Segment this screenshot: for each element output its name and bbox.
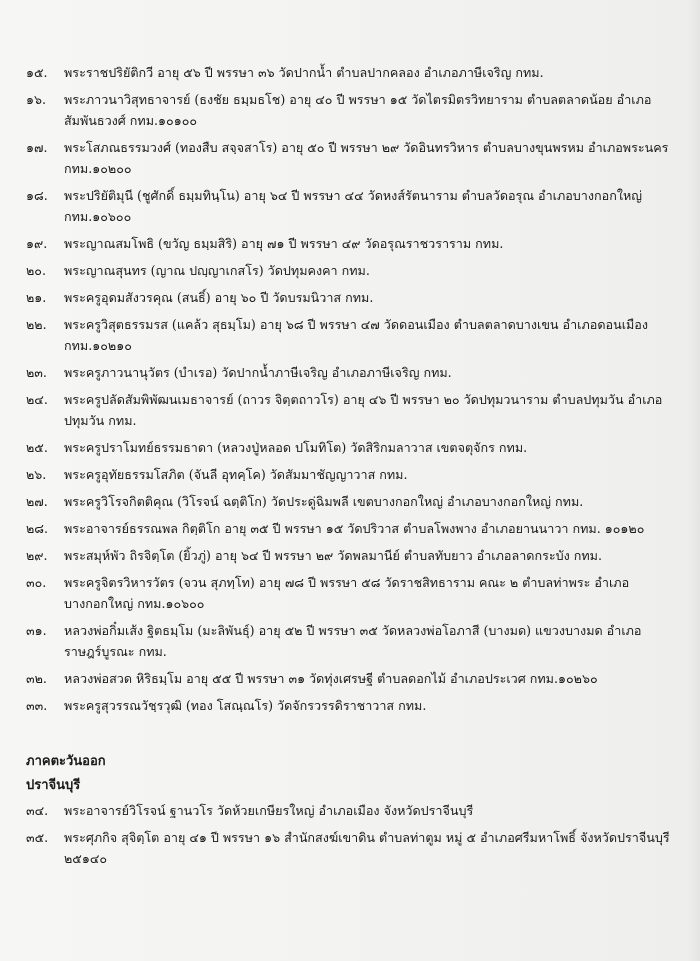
item-text: พระครูวิโรจกิตติคุณ (วิโรจน์ ฉตฺติโก) วัดประดู่ฉิมพลี เขตบางกอกใหญ่ อำเภอบางกอกใหญ่ กทม.	[64, 494, 584, 509]
item-number: ๒๘.	[26, 521, 49, 536]
list-item	[26, 572, 676, 614]
item-number: ๒๔.	[26, 392, 48, 407]
list-item	[26, 362, 676, 383]
item-text: พระครูปราโมทย์ธรรมธาดา (หลวงปู่หลอด ปโมทิโต) วัดสิริกมลาวาส เขตจตุจักร กทม.	[64, 440, 528, 455]
list-item	[26, 137, 676, 179]
item-number: ๒๒.	[26, 317, 47, 332]
list-item	[26, 800, 676, 821]
item-number: ๓๔.	[26, 803, 49, 818]
item-number: ๓๓.	[26, 698, 48, 713]
item-number: ๑๗.	[26, 140, 48, 155]
item-text: พระครูปลัดสัมพิพัฒนเมธาจารย์ (ถาวร จิตฺตถาวโร) อายุ ๔๖ ปี พรรษา ๒๐ วัดปทุมวนาราม ตำบลปทุมวัน อำเภอปทุมวัน กทม.	[64, 392, 663, 428]
list-item	[26, 260, 676, 281]
item-text: พระครูอุทัยธรรมโสภิต (จันลี อุทคฺโค) วัดสัมมาชัญญาวาส กทม.	[64, 467, 408, 482]
item-text: พระครูจิตรวิหารวัตร (จวน สุภทฺโท) อายุ ๗๘ ปี พรรษา ๕๘ วัดราชสิทธาราม คณะ ๒ ตำบลท่าพระ อำเภอบางกอกใหญ่ กทม.๑๐๖๐๐	[64, 575, 630, 611]
item-text: พระครูสุวรรณวัชฺรวุฒิ (ทอง โสณฺณโร) วัดจักรวรรดิราชาวาส กทม.	[64, 698, 427, 713]
item-text: พระราชปริยัติกวี อายุ ๕๖ ปี พรรษา ๓๖ วัดปากน้ำ ตำบลปากคลอง อำเภอภาษีเจริญ กทม.	[64, 65, 544, 80]
section-heading: ภาคตะวันออก	[26, 754, 106, 769]
item-text: พระสมุห์พัว ถิรจิตฺโต (ยิ้วภู่) อายุ ๖๔ ปี พรรษา ๒๙ วัดพลมานีย์ ตำบลทับยาว อำเภอลาดกระบัง กทม.	[64, 548, 602, 563]
province-list	[26, 800, 676, 875]
item-number: ๒๖.	[26, 467, 47, 482]
item-text: พระอาจารย์วิโรจน์ ฐานวโร วัดห้วยเกษียรใหญ่ อำเภอเมือง จังหวัดปราจีนบุรี	[64, 803, 474, 818]
item-number: ๓๕.	[26, 830, 49, 845]
item-text: พระโสภณธรรมวงศ์ (ทองสืบ สจฺจสาโร) อายุ ๕๐ ปี พรรษา ๒๙ วัดอินทรวิหาร ตำบลบางขุนพรหม อำเภอพระนคร กทม.๑๐๒๐๐	[64, 140, 669, 176]
list-item	[26, 518, 676, 539]
province-heading: ปราจีนบุรี	[26, 778, 81, 793]
list-item	[26, 464, 676, 485]
item-number: ๑๘.	[26, 188, 48, 203]
item-number: ๑๙.	[26, 236, 48, 251]
list-item	[26, 827, 676, 869]
item-text: พระภาวนาวิสุทธาจารย์ (ธงชัย ธมฺมธโช) อายุ ๔๐ ปี พรรษา ๑๕ วัดไตรมิตรวิทยาราม ตำบลตลาดน้อย อำเภอสัมพันธวงศ์ กทม.๑๐๑๐๐	[64, 92, 652, 128]
list-item	[26, 545, 676, 566]
item-text: หลวงพ่อกิ๋มเส้ง ฐิตธมฺโม (มะลิพันธุ์) อายุ ๕๒ ปี พรรษา ๓๕ วัดหลวงพ่อโอภาสี (บางมด) แขวงบางมด อำเภอราษฎร์บูรณะ กทม.	[64, 623, 642, 659]
item-number: ๒๓.	[26, 365, 47, 380]
item-text: พระครูวิสุตธรรมรส (แคล้ว สุธมฺโม) อายุ ๖๘ ปี พรรษา ๔๗ วัดดอนเมือง ตำบลตลาดบางเขน อำเภอดอนเมือง กทม.๑๐๒๑๐	[64, 317, 649, 353]
list-item	[26, 185, 676, 227]
list-item	[26, 620, 676, 662]
list-item	[26, 314, 676, 356]
item-number: ๓๑.	[26, 623, 47, 638]
list-item	[26, 491, 676, 512]
item-number: ๒๑.	[26, 290, 47, 305]
item-number: ๑๕.	[26, 65, 48, 80]
scan-edge-shadow	[686, 0, 700, 961]
monk-list	[26, 62, 676, 722]
item-text: พระครูอุดมสังวรคุณ (สนธิ์) อายุ ๖๐ ปี วัดบรมนิวาส กทม.	[64, 290, 374, 305]
item-number: ๓๒.	[26, 671, 47, 686]
item-number: ๑๖.	[26, 92, 46, 107]
list-item	[26, 233, 676, 254]
item-text: พระปริยัติมุนี (ชูศักดิ์ ธมฺมทินฺโน) อายุ ๖๔ ปี พรรษา ๔๔ วัดหงส์รัตนาราม ตำบลวัดอรุณ อำเภอบางกอกใหญ่ กทม.๑๐๖๐๐	[64, 188, 643, 224]
item-number: ๒๗.	[26, 494, 48, 509]
list-item	[26, 287, 676, 308]
item-number: ๒๙.	[26, 548, 48, 563]
item-number: ๒๕.	[26, 440, 48, 455]
list-item	[26, 695, 676, 716]
item-text: หลวงพ่อสวด หิริธมฺโม อายุ ๕๕ ปี พรรษา ๓๑ วัดทุ่งเศรษฐี ตำบลดอกไม้ อำเภอประเวศ กทม.๑๐๒๖๐	[64, 671, 598, 686]
item-text: พระศุภกิจ สุจิตฺโต อายุ ๔๑ ปี พรรษา ๑๖ สำนักสงฆ์เขาดิน ตำบลท่าตูม หมู่ ๕ อำเภอศรีมหาโพธิ์ จังหวัดปราจีนบุรี ๒๕๑๔๐	[64, 830, 670, 866]
item-text: พระญาณสุนทร (ญาณ ปญฺญาเกสโร) วัดปทุมคงคา กทม.	[64, 263, 370, 278]
item-text: พระครูภาวนานุวัตร (บำเรอ) วัดปากน้ำภาษีเจริญ อำเภอภาษีเจริญ กทม.	[64, 365, 452, 380]
list-item	[26, 668, 676, 689]
item-text: พระอาจารย์ธรรณพล กิตฺติโก อายุ ๓๕ ปี พรรษา ๑๕ วัดปริวาส ตำบลโพงพาง อำเภอยานนาวา กทม. ๑๐๑๒๐	[64, 521, 645, 536]
item-number: ๓๐.	[26, 575, 47, 590]
item-text: พระญาณสมโพธิ (ขวัญ ธมฺมสิริ) อายุ ๗๑ ปี พรรษา ๔๙ วัดอรุณราชวราราม กทม.	[64, 236, 504, 251]
list-item	[26, 389, 676, 431]
item-number: ๒๐.	[26, 263, 46, 278]
list-item	[26, 89, 676, 131]
list-item	[26, 62, 676, 83]
list-item	[26, 437, 676, 458]
